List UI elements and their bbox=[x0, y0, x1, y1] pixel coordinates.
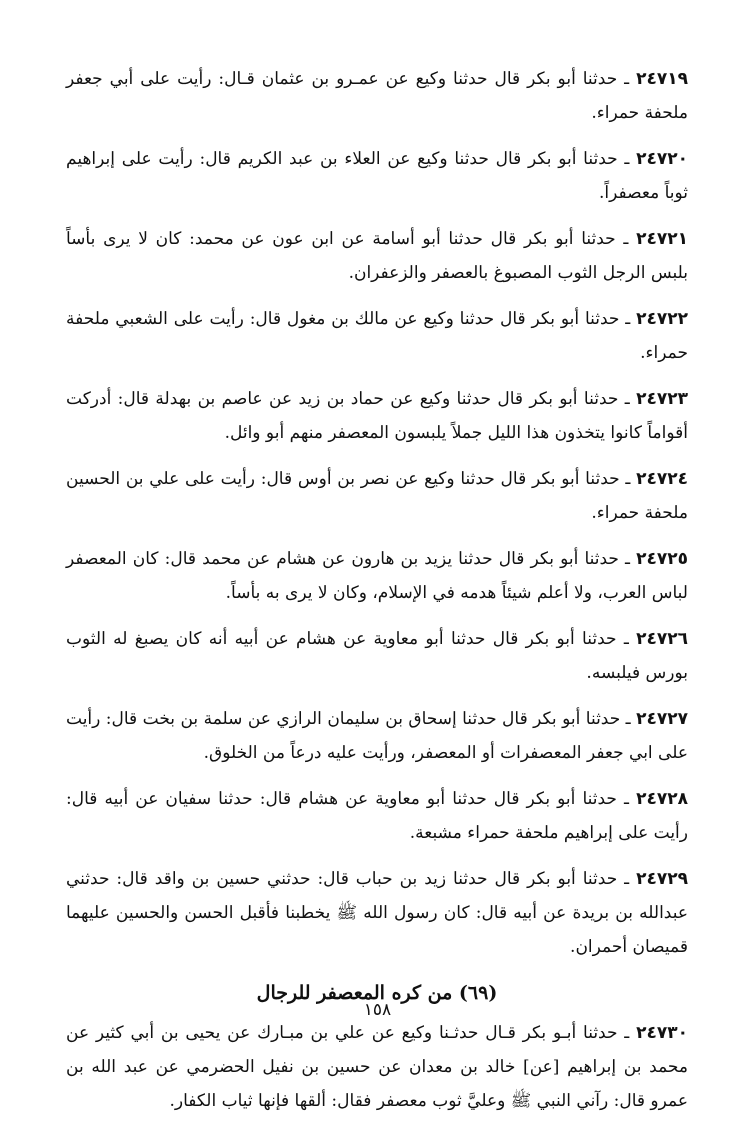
page-number: ١٥٨ bbox=[363, 1000, 392, 1020]
hadith-entry-24727 bbox=[66, 702, 688, 770]
hadith-number: ٢٤٧١٩ bbox=[636, 69, 689, 89]
section-heading: (٦٩) من كره المعصفر للرجال bbox=[256, 982, 498, 1004]
hadith-number: ٢٤٧٢٦ bbox=[636, 629, 688, 649]
page-content bbox=[66, 62, 688, 1130]
hadith-text: ـ حدثنا أبو بكر قال حدثنا وكيع عن نصر بن أوس قال: رأيت على علي بن الحسين ملحفة حمراء. bbox=[66, 469, 688, 523]
hadith-text: ـ حدثنا أبو بكر قال حدثنا وكيع عن العلاء بن عبد الكريم قال: رأيت على إبراهيم ثوباً معصفراً. bbox=[66, 149, 688, 203]
hadith-entry-24725 bbox=[66, 542, 688, 610]
hadith-entry-24723 bbox=[66, 382, 688, 450]
hadith-number: ٢٤٧٢٩ bbox=[636, 869, 688, 889]
hadith-text: ـ حدثنا أبو بكر قال حدثنا يزيد بن هارون عن هشام عن محمد قال: كان المعصفر لباس العرب، ولا أعلم شيئاً هدمه في الإسلام، وكان لا يرى به بأساً. bbox=[66, 549, 688, 603]
hadith-entry-24726 bbox=[66, 622, 688, 690]
hadith-entry-24728 bbox=[66, 782, 688, 850]
hadith-number: ٢٤٧٢٢ bbox=[636, 309, 688, 329]
hadith-entry-24729 bbox=[66, 862, 688, 964]
hadith-entry-24721 bbox=[66, 222, 688, 290]
hadith-text: ـ حدثنا أبو بكر قال حدثنا أبو أسامة عن ابن عون عن محمد: كان لا يرى بأساً بلبس الرجل الثوب المصبوغ بالعصفر والزعفران. bbox=[66, 229, 688, 283]
hadith-number: ٢٤٧٢٣ bbox=[636, 389, 688, 409]
hadith-text: ـ حدثنا أبو بكر قال حدثنا زيد بن حباب قال: حدثني حسين بن واقد قال: حدثني عبدالله بن بريدة عن أبيه قال: كان رسول الله ﷺ يخطبنا فأقبل الحسن والحسين عليهما قميصان أحمران. bbox=[66, 869, 688, 957]
hadith-text: ـ حدثنا أبو بكر قال حدثنا وكيع عن عمـرو بن عثمان قـال: رأيت على أبي جعفر ملحفة حمراء. bbox=[66, 69, 688, 123]
hadith-number: ٢٤٧٢٤ bbox=[636, 469, 689, 489]
hadith-text: ـ حدثنا أبو بكر قال حدثنا وكيع عن مالك بن مغول قال: رأيت على الشعبي ملحفة حمراء. bbox=[66, 309, 688, 363]
hadith-text: ـ حدثنا أبـو بكر قـال حدثـنا وكيع عن علي بن مبـارك عن يحيى بن أبي كثير عن محمد بن إبراهيم [عن] خالد بن معدان عن حسين بن نفيل الحضرمي عن عبد الله بن عمرو قال: رآني النبي ﷺ وعليَّ ثوب معصفر فقال: ألقها فإنها ثياب الكفار. bbox=[66, 1023, 688, 1111]
hadith-number: ٢٤٧٣٠ bbox=[636, 1023, 688, 1043]
hadith-number: ٢٤٧٢٥ bbox=[636, 549, 688, 569]
hadith-number: ٢٤٧٢١ bbox=[636, 229, 688, 249]
hadith-entry-24724 bbox=[66, 462, 688, 530]
hadith-text: ـ حدثنا أبو بكر قال حدثنا وكيع عن حماد بن زيد عن عاصم بن بهدلة قال: أدركت أقواماً كانوا يتخذون هذا الليل جملاً يلبسون المعصفر منهم أبو وائل. bbox=[66, 389, 688, 443]
hadith-entry-24722 bbox=[66, 302, 688, 370]
hadith-text: ـ حدثنا أبو بكر قال حدثنا أبو معاوية عن هشام عن أبيه أنه كان يصبغ له الثوب بورس فيلبسه. bbox=[66, 629, 688, 683]
hadith-text: ـ حدثنا أبو بكر قال حدثنا أبو معاوية عن هشام قال: حدثنا سفيان عن أبيه قال: رأيت على إبراهيم ملحفة حمراء مشبعة. bbox=[66, 789, 688, 843]
hadith-entry-24719 bbox=[66, 62, 688, 130]
hadith-number: ٢٤٧٢٠ bbox=[636, 149, 688, 169]
hadith-entry-24720 bbox=[66, 142, 688, 210]
hadith-entry-24730 bbox=[66, 1016, 688, 1118]
hadith-text: ـ حدثنا أبو بكر قال حدثنا إسحاق بن سليمان الرازي عن سلمة بن بخت قال: رأيت على ابي جعفر المعصفرات أو المعصفر، ورأيت عليه درعاً من الخلوق. bbox=[66, 709, 688, 763]
hadith-number: ٢٤٧٢٧ bbox=[636, 709, 689, 729]
hadith-number: ٢٤٧٢٨ bbox=[636, 789, 688, 809]
